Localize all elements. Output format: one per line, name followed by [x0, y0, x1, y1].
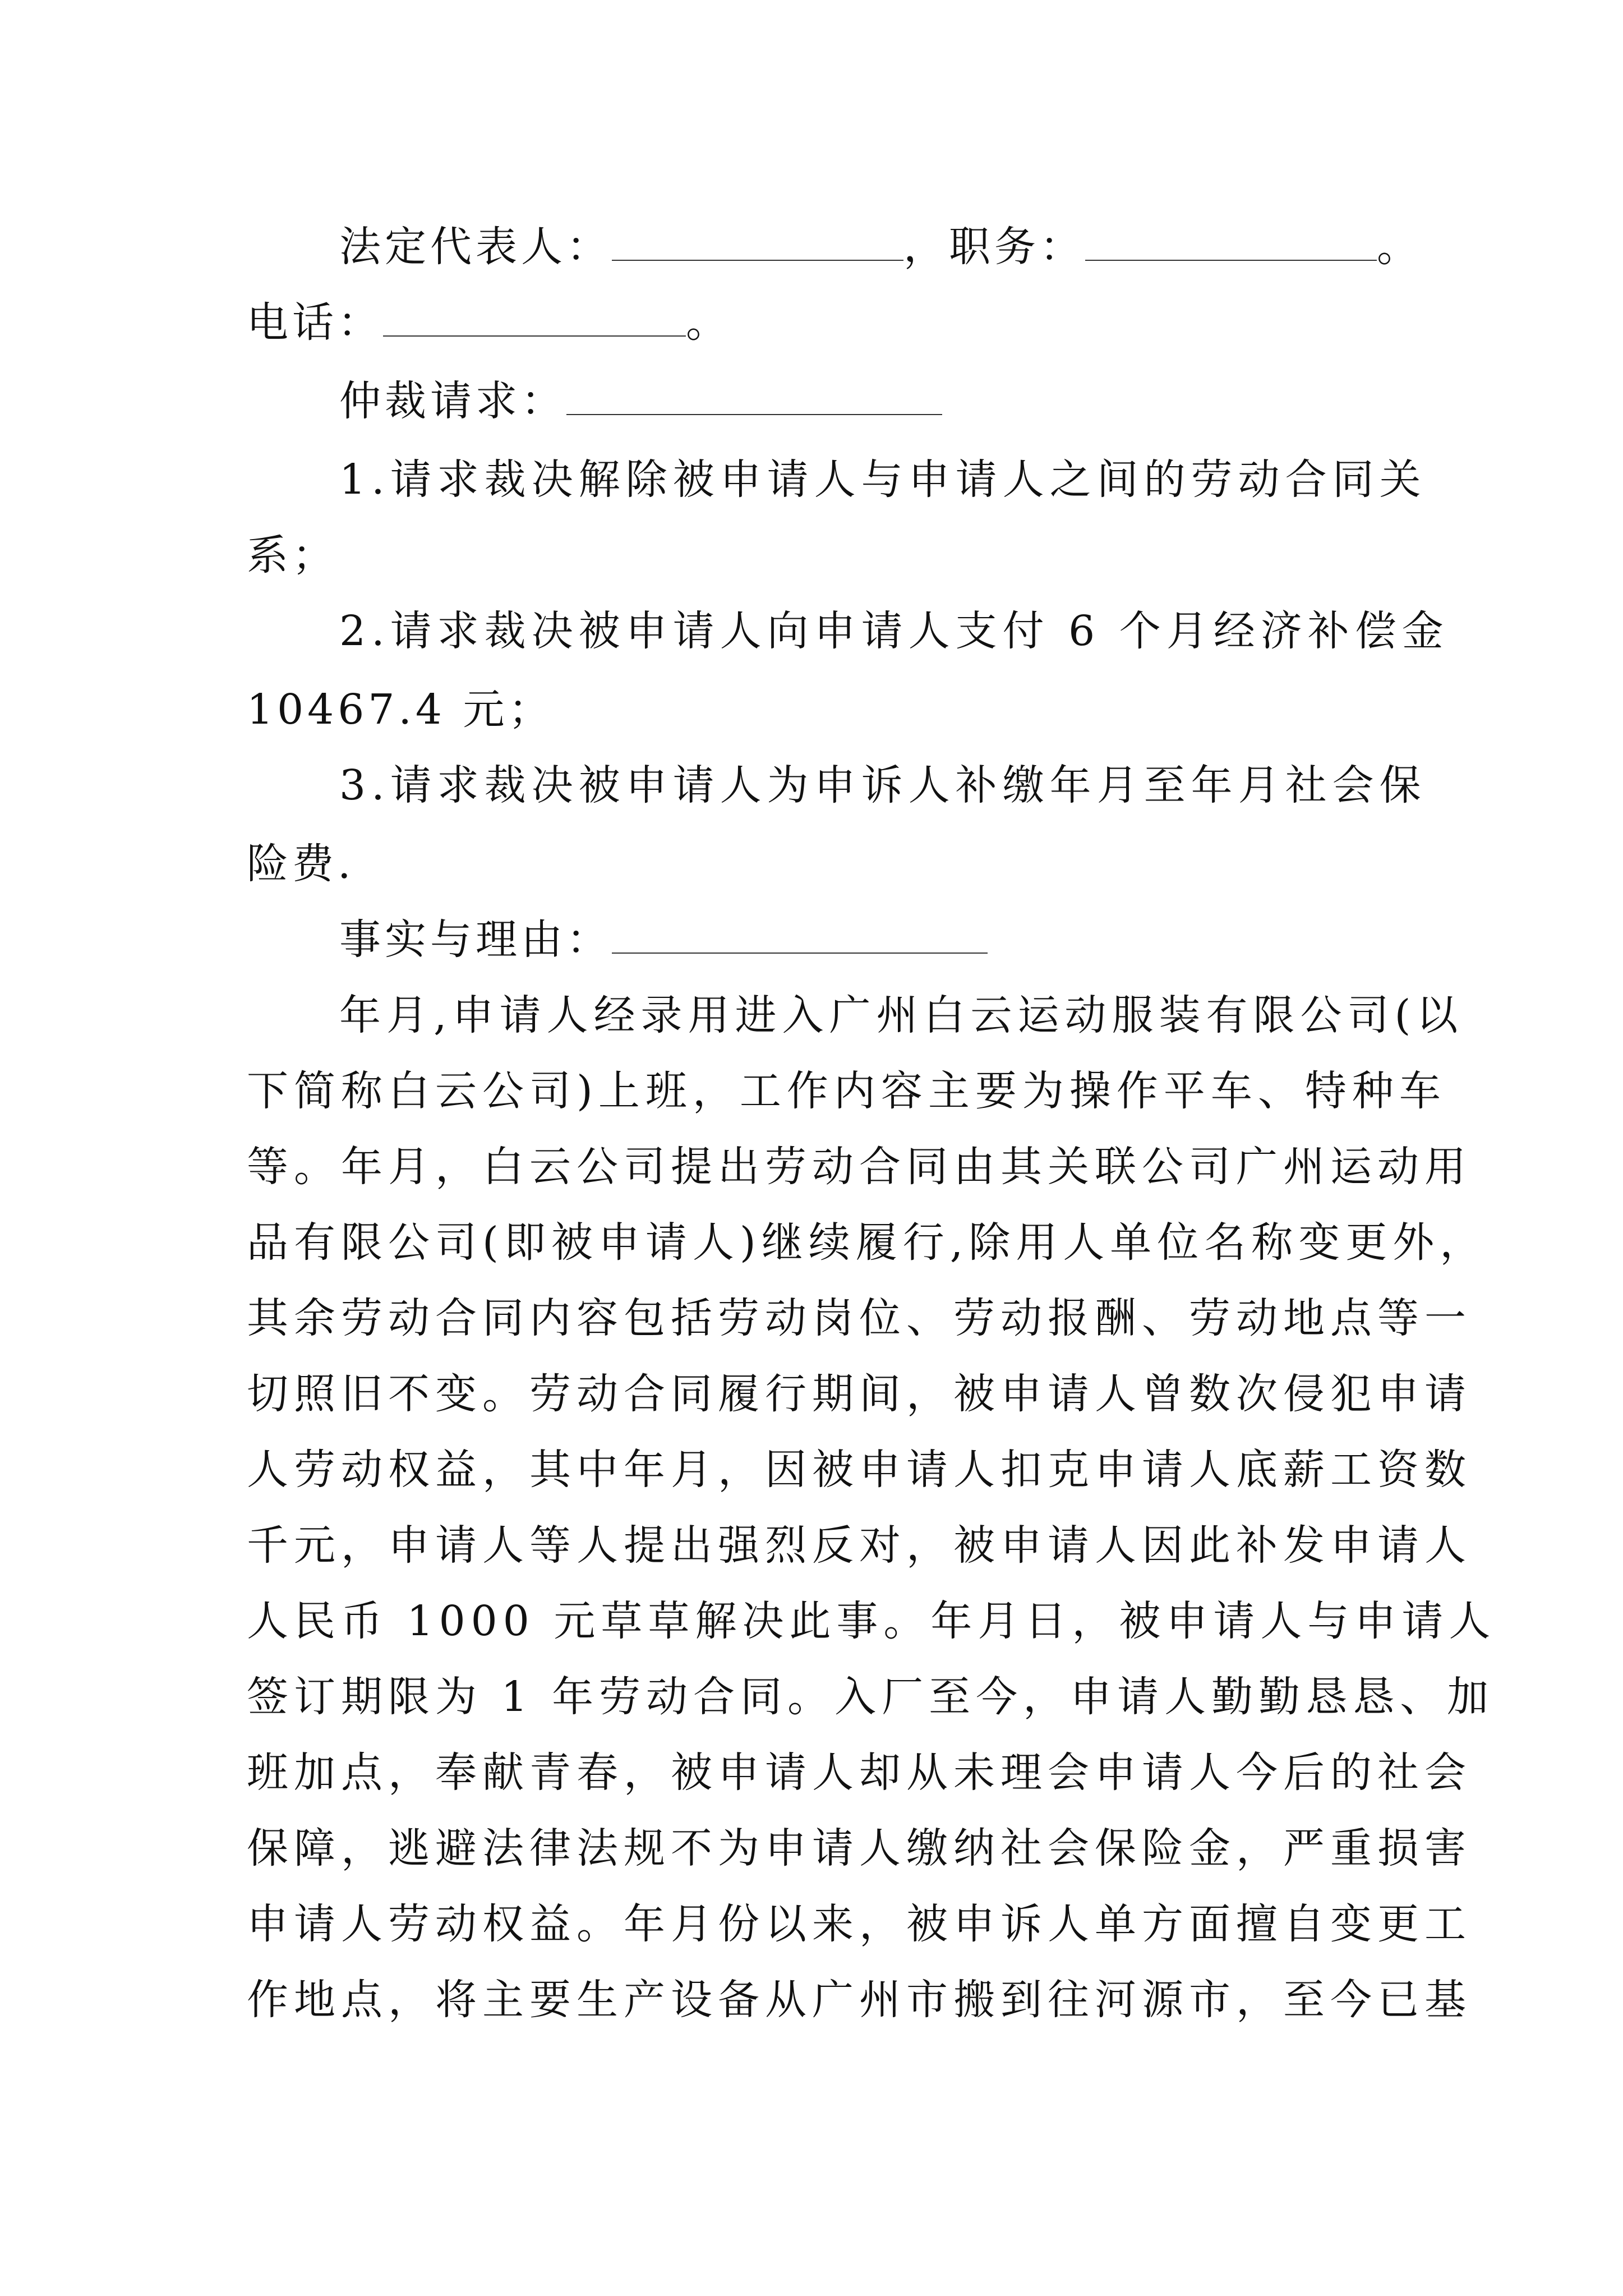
claim-1-line-2: 系； [247, 531, 338, 579]
line-end-mark: 。 [1377, 223, 1422, 271]
facts-line: 年月,申请人经录用进入广州白云运动服装有限公司(以 [339, 991, 1464, 1039]
facts-line: 申请人劳动权益。年月份以来，被申诉人单方面擅自变更工 [247, 1900, 1472, 1948]
facts-line: 千元，申请人等人提出强烈反对，被申请人因此补发申请人 [247, 1521, 1472, 1570]
facts-line: 人劳动权益，其中年月，因被申请人扣克申请人底薪工资数 [247, 1446, 1472, 1494]
claim-3-line-1: 3.请求裁决被申请人为申诉人补缴年月至年月社会保 [339, 761, 1427, 809]
facts-blank [612, 913, 988, 954]
position-blank [1085, 220, 1377, 261]
claims-blank [566, 375, 942, 415]
position-label: ，职务： [903, 223, 1085, 271]
phone-label: 电话： [247, 298, 383, 347]
facts-line: 下简称白云公司)上班，工作内容主要为操作平车、特种车 [247, 1067, 1446, 1115]
facts-line: 切照旧不变。劳动合同履行期间，被申请人曾数次侵犯申请 [247, 1370, 1472, 1418]
facts-line: 其余劳动合同内容包括劳动岗位、劳动报酬、劳动地点等一 [247, 1294, 1472, 1342]
claim-2-line-2: 10467.4 元； [247, 685, 554, 734]
facts-line: 保障，逃避法律法规不为申请人缴纳社会保险金，严重损害 [247, 1824, 1472, 1872]
facts-line: 班加点，奉献青春，被申请人却从未理会申请人今后的社会 [247, 1749, 1472, 1797]
claim-3-line-2: 险费. [247, 840, 355, 888]
claim-1-line-1: 1.请求裁决解除被申请人与申请人之间的劳动合同关 [339, 455, 1427, 504]
facts-line: 签订期限为 1 年劳动合同。入厂至今，申请人勤勤恳恳、加 [247, 1673, 1495, 1721]
facts-line: 作地点，将主要生产设备从广州市搬到往河源市，至今已基 [247, 1976, 1472, 2024]
facts-line: 人民币 1000 元草草解决此事。年月日，被申请人与申请人 [247, 1597, 1496, 1645]
facts-heading: 事实与理由： [339, 915, 612, 964]
facts-line: 等。年月，白云公司提出劳动合同由其关联公司广州运动用 [247, 1143, 1472, 1191]
claim-2-line-1: 2.请求裁决被申请人向申请人支付 6 个月经济补偿金 [339, 607, 1449, 655]
claims-heading-line [339, 373, 1382, 429]
facts-heading-line [339, 912, 1382, 968]
phone-end-mark: 。 [686, 298, 731, 347]
facts-line: 品有限公司(即被申请人)继续履行,除用人单位名称变更外， [247, 1218, 1487, 1267]
legal-rep-line [339, 219, 1422, 275]
legal-rep-blank [612, 220, 903, 261]
phone-blank [383, 296, 686, 337]
claims-heading: 仲裁请求： [339, 377, 566, 425]
phone-line [247, 295, 1380, 351]
legal-rep-label: 法定代表人： [339, 223, 612, 271]
